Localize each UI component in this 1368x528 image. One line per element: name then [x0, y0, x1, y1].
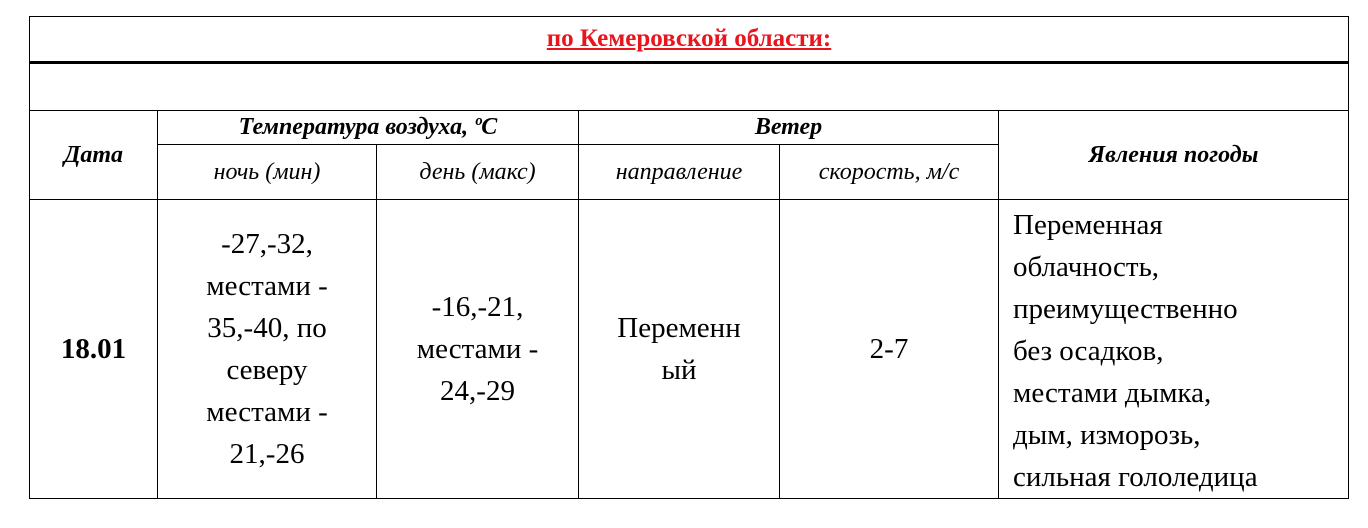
header-direction: направление [579, 145, 780, 200]
night-temperature-value: -27,-32, местами - 35,-40, по северу местами - 21,-26 [158, 200, 377, 499]
phenomena-value [999, 200, 1349, 499]
wind-speed-value: 2-7 [780, 200, 999, 499]
table-row [30, 200, 1349, 499]
header-night: ночь (мин) [158, 145, 377, 200]
phenomena-line: без осадков, [1013, 335, 1164, 367]
header-temperature: Температура воздуха, ºС [158, 111, 579, 145]
wind-direction-value: Переменн ый [579, 200, 780, 499]
day-temperature-value: -16,-21, местами - 24,-29 [377, 200, 579, 499]
header-wind: Ветер [579, 111, 999, 145]
phenomena-line: преимущественно [1013, 293, 1238, 325]
header-date: Дата [30, 111, 158, 200]
phenomena-line: местами дымка, [1013, 377, 1212, 409]
empty-row [30, 63, 1349, 111]
phenomena-line: облачность, [1013, 251, 1160, 283]
phenomena-line: Переменная [1013, 209, 1163, 241]
header-phenomena: Явления погоды [999, 111, 1349, 200]
phenomena-line: дым, изморозь, [1013, 419, 1201, 451]
phenomena-line: сильная гололедица [1013, 461, 1258, 493]
forecast-table [29, 16, 1349, 499]
region-title: по Кемеровской области: [30, 17, 1349, 63]
date-value: 18.01 [30, 200, 158, 499]
header-day: день (макс) [377, 145, 579, 200]
header-speed: скорость, м/с [780, 145, 999, 200]
